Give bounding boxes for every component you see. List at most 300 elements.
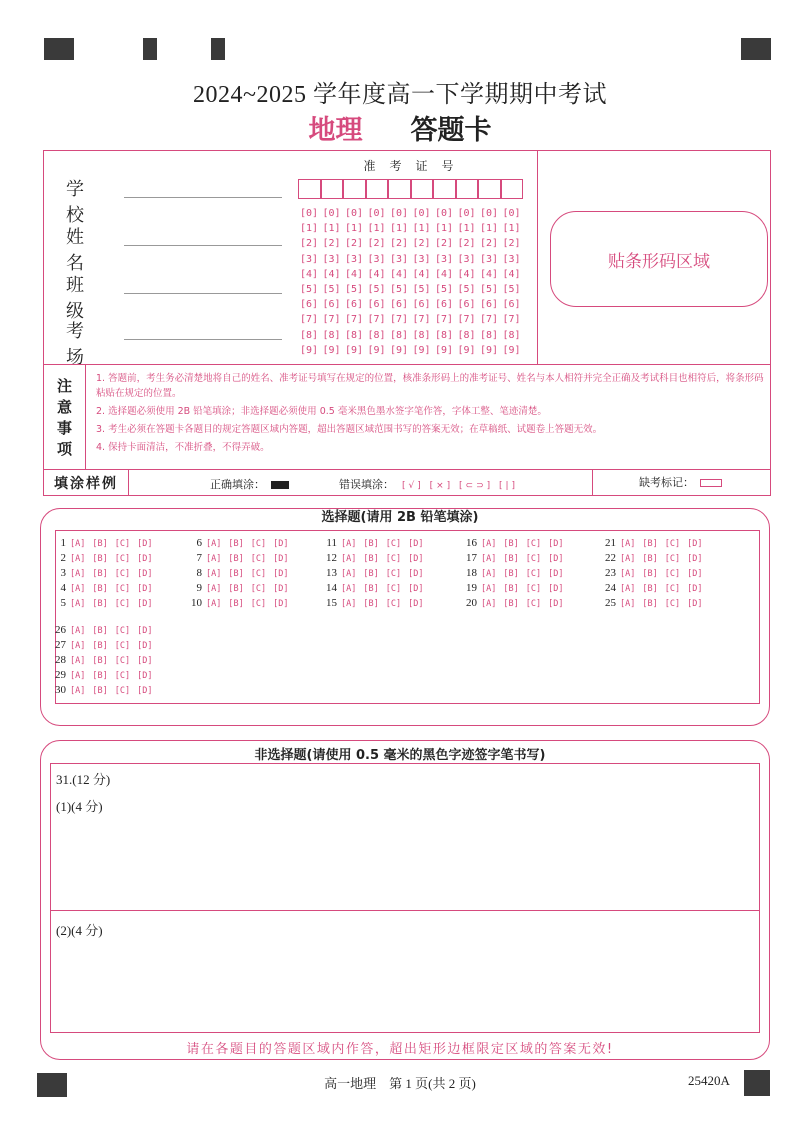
answer-bubble[interactable]: [C]: [385, 569, 402, 579]
answer-bubble[interactable]: [B]: [642, 539, 658, 549]
answer-bubble[interactable]: [A]: [70, 656, 86, 666]
barcode-area: 贴条形码区域: [550, 211, 768, 307]
digit-bubble[interactable]: [8]: [322, 329, 341, 341]
question-31-1-label: (1)(4 分): [56, 799, 103, 814]
digit-bubble[interactable]: [1]: [367, 223, 386, 235]
question-7-row: [180, 552, 295, 564]
digit-bubble[interactable]: [8]: [502, 329, 521, 341]
digit-bubble[interactable]: [4]: [345, 268, 364, 280]
question-17-row: [455, 552, 570, 564]
digit-bubble[interactable]: [8]: [435, 329, 454, 341]
digit-row: [300, 221, 525, 236]
field-room[interactable]: 考 场: [66, 317, 126, 369]
digit-bubble[interactable]: [6]: [502, 299, 521, 311]
digit-bubble[interactable]: [3]: [457, 253, 476, 265]
digit-bubble[interactable]: [6]: [480, 299, 499, 311]
question-number: 12: [326, 552, 337, 564]
answer-bubble[interactable]: [B]: [92, 539, 108, 549]
answer-bubble[interactable]: [C]: [525, 569, 542, 579]
card-subtitle: [0, 108, 800, 147]
digit-bubble[interactable]: [0]: [367, 208, 386, 219]
subject-name: 地理: [308, 115, 363, 146]
digit-bubble[interactable]: [0]: [502, 208, 521, 219]
answer-bubble[interactable]: [A]: [481, 584, 497, 594]
question-number: 2: [60, 552, 66, 564]
answer-bubble[interactable]: [B]: [228, 569, 244, 579]
digit-bubble[interactable]: [5]: [412, 284, 431, 296]
digit-bubble[interactable]: [1]: [502, 223, 521, 235]
digit-bubble[interactable]: [9]: [322, 344, 341, 356]
correct-fill: 正确填涂：: [210, 476, 289, 492]
digit-bubble[interactable]: [7]: [502, 314, 521, 326]
digit-bubble[interactable]: [7]: [367, 314, 386, 326]
digit-row: [300, 236, 525, 251]
digit-bubble[interactable]: [0]: [345, 208, 364, 219]
digit-bubble[interactable]: [7]: [345, 314, 364, 326]
answer-bubble[interactable]: [D]: [273, 554, 289, 564]
digit-row: [300, 252, 525, 267]
digit-bubble[interactable]: [4]: [480, 268, 499, 280]
digit-bubble[interactable]: [2]: [502, 238, 521, 250]
answer-bubble[interactable]: [A]: [481, 539, 497, 549]
answer-bubble[interactable]: [D]: [137, 584, 153, 594]
answer-bubble[interactable]: [A]: [206, 569, 222, 579]
answer-bubble[interactable]: [D]: [137, 554, 153, 564]
answer-bubble[interactable]: [B]: [92, 671, 108, 681]
question-number: 28: [55, 654, 66, 666]
question-number: 1: [60, 537, 66, 549]
digit-bubble[interactable]: [7]: [435, 314, 454, 326]
wrong-fill-marks: [√] [×] [⊂⊃] [|]: [402, 481, 519, 491]
digit-bubble[interactable]: [6]: [435, 299, 454, 311]
info-section: [43, 150, 771, 496]
digit-bubble[interactable]: [1]: [300, 223, 319, 235]
note-item: 3. 考生必须在答题卡各题目的规定答题区域内答题，超出答题区域范围书写的答案无效；在草稿纸、试题卷上答题无效。: [96, 424, 603, 435]
question-number: 14: [326, 582, 337, 594]
answer-bubble[interactable]: [B]: [92, 554, 108, 564]
answer-bubble[interactable]: [A]: [206, 554, 222, 564]
notes-label: 注 意 事 项: [44, 365, 86, 470]
digit-bubble[interactable]: [0]: [390, 208, 409, 219]
exam-number-boxes[interactable]: [298, 179, 523, 199]
note-item: 1. 答题前，考生务必清楚地将自己的姓名、准考证号填写在规定的位置，核准条形码上的准考证号、姓名与本人相符并完全正确及考试科目也相符后，将条形码粘贴在规定的位置。: [96, 373, 764, 399]
answer-bubble[interactable]: [C]: [114, 641, 131, 651]
digit-row: [300, 312, 525, 327]
digit-bubble[interactable]: [2]: [300, 238, 319, 250]
digit-bubble[interactable]: [2]: [412, 238, 431, 250]
answer-bubble[interactable]: [D]: [273, 569, 289, 579]
answer-bubble[interactable]: [B]: [92, 641, 108, 651]
answer-bubble[interactable]: [B]: [92, 584, 108, 594]
digit-bubble[interactable]: [2]: [345, 238, 364, 250]
digit-row: [300, 267, 525, 282]
answer-bubble[interactable]: [A]: [206, 539, 222, 549]
digit-bubble[interactable]: [9]: [435, 344, 454, 356]
question-8-row: [180, 567, 295, 579]
answer-bubble[interactable]: [B]: [503, 584, 519, 594]
answer-bubble[interactable]: [A]: [70, 641, 86, 651]
digit-bubble[interactable]: [7]: [300, 314, 319, 326]
digit-bubble[interactable]: [6]: [412, 299, 431, 311]
digit-bubble[interactable]: [6]: [345, 299, 364, 311]
field-name[interactable]: 姓 名: [66, 223, 126, 275]
digit-bubble[interactable]: [4]: [390, 268, 409, 280]
answer-bubble[interactable]: [A]: [341, 554, 357, 564]
answer-bubble[interactable]: [B]: [92, 569, 108, 579]
digit-bubble[interactable]: [5]: [300, 284, 319, 296]
digit-bubble[interactable]: [0]: [300, 208, 319, 219]
question-number: 23: [605, 567, 616, 579]
digit-bubble[interactable]: [9]: [300, 344, 319, 356]
digit-row: [300, 343, 525, 358]
digit-row: [300, 206, 525, 221]
written-answer-area[interactable]: [50, 763, 760, 1033]
question-number: 4: [60, 582, 66, 594]
absent-mark: 缺考标记：: [592, 470, 770, 495]
digit-bubble[interactable]: [4]: [502, 268, 521, 280]
answer-bubble[interactable]: [A]: [620, 554, 636, 564]
answer-bubble[interactable]: [A]: [620, 569, 636, 579]
answer-bubble[interactable]: [C]: [385, 584, 402, 594]
question-21-row: [594, 537, 709, 549]
answer-bubble[interactable]: [A]: [620, 599, 636, 609]
question-number: 20: [466, 597, 477, 609]
answer-bubble[interactable]: [D]: [548, 554, 564, 564]
answer-bubble[interactable]: [B]: [92, 626, 108, 636]
answer-bubble[interactable]: [C]: [664, 599, 681, 609]
answer-bubble[interactable]: [D]: [687, 554, 703, 564]
answer-bubble[interactable]: [A]: [620, 539, 636, 549]
answer-bubble[interactable]: [A]: [206, 584, 222, 594]
digit-bubble[interactable]: [3]: [412, 253, 431, 265]
question-number: 3: [60, 567, 66, 579]
answer-bubble[interactable]: [B]: [363, 599, 379, 609]
answer-bubble[interactable]: [C]: [114, 686, 131, 696]
digit-bubble[interactable]: [5]: [345, 284, 364, 296]
digit-bubble[interactable]: [8]: [412, 329, 431, 341]
answer-bubble[interactable]: [B]: [228, 599, 244, 609]
student-fields: [44, 151, 294, 368]
question-1-row: [44, 537, 159, 549]
answer-bubble[interactable]: [D]: [408, 554, 424, 564]
digit-bubble[interactable]: [3]: [300, 253, 319, 265]
answer-bubble[interactable]: [C]: [114, 569, 131, 579]
digit-bubble[interactable]: [2]: [390, 238, 409, 250]
digit-bubble[interactable]: [6]: [300, 299, 319, 311]
digit-bubble[interactable]: [0]: [435, 208, 454, 219]
question-number: 19: [466, 582, 477, 594]
question-29-row: [44, 669, 159, 681]
question-number: 30: [55, 684, 66, 696]
answer-bubble[interactable]: [B]: [503, 569, 519, 579]
digit-bubble[interactable]: [7]: [390, 314, 409, 326]
answer-bubble[interactable]: [A]: [70, 539, 86, 549]
digit-bubble[interactable]: [9]: [345, 344, 364, 356]
answer-bubble[interactable]: [C]: [250, 554, 267, 564]
answer-bubble[interactable]: [C]: [385, 539, 402, 549]
answer-bubble[interactable]: [D]: [687, 584, 703, 594]
answer-bubble[interactable]: [B]: [503, 599, 519, 609]
answer-bubble[interactable]: [D]: [137, 569, 153, 579]
answer-bubble[interactable]: [B]: [642, 584, 658, 594]
answer-bubble[interactable]: [D]: [408, 584, 424, 594]
digit-bubble[interactable]: [3]: [435, 253, 454, 265]
digit-bubble[interactable]: [6]: [322, 299, 341, 311]
answer-bubble[interactable]: [B]: [363, 539, 379, 549]
digit-bubble[interactable]: [4]: [322, 268, 341, 280]
answer-bubble[interactable]: [C]: [385, 554, 402, 564]
question-3-row: [44, 567, 159, 579]
answer-bubble[interactable]: [D]: [273, 599, 289, 609]
digit-bubble[interactable]: [4]: [435, 268, 454, 280]
answer-bubble[interactable]: [A]: [341, 584, 357, 594]
digit-bubble[interactable]: [5]: [390, 284, 409, 296]
answer-bubble[interactable]: [B]: [228, 554, 244, 564]
answer-bubble[interactable]: [D]: [687, 539, 703, 549]
digit-row: [300, 328, 525, 343]
digit-bubble[interactable]: [3]: [367, 253, 386, 265]
answer-bubble[interactable]: [A]: [206, 599, 222, 609]
digit-bubble[interactable]: [5]: [502, 284, 521, 296]
question-19-row: [455, 582, 570, 594]
digit-bubble[interactable]: [9]: [457, 344, 476, 356]
written-section-title: 非选择题(请使用 0.5 毫米的黑色字迹签字笔书写): [254, 748, 546, 763]
digit-bubble[interactable]: [8]: [390, 329, 409, 341]
answer-bubble[interactable]: [C]: [114, 671, 131, 681]
digit-bubble[interactable]: [6]: [457, 299, 476, 311]
answer-bubble[interactable]: [A]: [341, 599, 357, 609]
absent-checkbox[interactable]: [700, 479, 722, 487]
digit-bubble[interactable]: [9]: [412, 344, 431, 356]
digit-bubble[interactable]: [2]: [367, 238, 386, 250]
digit-bubble[interactable]: [7]: [480, 314, 499, 326]
digit-bubble[interactable]: [6]: [367, 299, 386, 311]
answer-bubble[interactable]: [D]: [137, 686, 153, 696]
answer-bubble[interactable]: [A]: [341, 539, 357, 549]
answer-bubble[interactable]: [A]: [620, 584, 636, 594]
answer-bubble[interactable]: [D]: [137, 671, 153, 681]
answer-bubble[interactable]: [C]: [664, 539, 681, 549]
question-31-label: 31.(12 分): [56, 772, 111, 787]
barcode-column: [537, 151, 771, 364]
digit-bubble[interactable]: [5]: [435, 284, 454, 296]
answer-bubble[interactable]: [A]: [481, 569, 497, 579]
digit-bubble[interactable]: [3]: [322, 253, 341, 265]
digit-bubble[interactable]: [0]: [480, 208, 499, 219]
digit-row: [300, 282, 525, 297]
answer-bubble[interactable]: [A]: [481, 599, 497, 609]
question-9-row: [180, 582, 295, 594]
answer-bubble[interactable]: [B]: [363, 569, 379, 579]
answer-bubble[interactable]: [A]: [70, 584, 86, 594]
question-number: 13: [326, 567, 337, 579]
digit-bubble[interactable]: [9]: [502, 344, 521, 356]
question-number: 11: [326, 537, 337, 549]
answer-bubble[interactable]: [D]: [273, 584, 289, 594]
digit-bubble[interactable]: [1]: [390, 223, 409, 235]
answer-bubble[interactable]: [D]: [408, 569, 424, 579]
digit-bubble[interactable]: [9]: [390, 344, 409, 356]
digit-bubble[interactable]: [5]: [480, 284, 499, 296]
answer-bubble[interactable]: [D]: [687, 599, 703, 609]
digit-bubble[interactable]: [8]: [480, 329, 499, 341]
digit-bubble[interactable]: [7]: [412, 314, 431, 326]
answer-bubble[interactable]: [C]: [114, 539, 131, 549]
exam-title: 2024~2025 学年度高一下学期期中考试: [193, 82, 607, 108]
digit-bubble[interactable]: [1]: [412, 223, 431, 235]
answer-bubble[interactable]: [D]: [408, 539, 424, 549]
question-13-row: [315, 567, 430, 579]
answer-bubble[interactable]: [C]: [250, 599, 267, 609]
answer-bubble[interactable]: [B]: [642, 569, 658, 579]
answer-bubble[interactable]: [D]: [548, 569, 564, 579]
digit-bubble[interactable]: [6]: [390, 299, 409, 311]
digit-bubble[interactable]: [0]: [322, 208, 341, 219]
digit-bubble[interactable]: [9]: [367, 344, 386, 356]
digit-bubble[interactable]: [2]: [480, 238, 499, 250]
answer-bubble[interactable]: [D]: [137, 656, 153, 666]
digit-bubble[interactable]: [3]: [502, 253, 521, 265]
answer-bubble[interactable]: [D]: [548, 599, 564, 609]
registration-mark: [44, 38, 74, 60]
registration-mark: [143, 38, 157, 60]
answer-bubble[interactable]: [C]: [525, 599, 542, 609]
digit-bubble[interactable]: [3]: [390, 253, 409, 265]
digit-bubble[interactable]: [1]: [322, 223, 341, 235]
answer-bubble[interactable]: [C]: [250, 569, 267, 579]
question-number: 29: [55, 669, 66, 681]
registration-mark: [741, 38, 771, 60]
digit-bubble[interactable]: [4]: [412, 268, 431, 280]
answer-bubble[interactable]: [C]: [114, 599, 131, 609]
registration-mark: [211, 38, 225, 60]
answer-bubble[interactable]: [C]: [250, 584, 267, 594]
digit-bubble[interactable]: [8]: [300, 329, 319, 341]
question-5-row: [44, 597, 159, 609]
digit-bubble[interactable]: [5]: [367, 284, 386, 296]
digit-bubble[interactable]: [1]: [435, 223, 454, 235]
question-18-row: [455, 567, 570, 579]
field-class[interactable]: 班 级: [66, 271, 126, 323]
answer-bubble[interactable]: [D]: [137, 626, 153, 636]
answer-bubble[interactable]: [D]: [687, 569, 703, 579]
answer-bubble[interactable]: [A]: [481, 554, 497, 564]
answer-bubble[interactable]: [C]: [525, 554, 542, 564]
digit-bubble[interactable]: [5]: [322, 284, 341, 296]
answer-bubble[interactable]: [A]: [70, 569, 86, 579]
answer-bubble[interactable]: [B]: [363, 554, 379, 564]
answer-bubble[interactable]: [C]: [525, 539, 542, 549]
answer-bubble[interactable]: [C]: [114, 626, 131, 636]
field-school[interactable]: 学 校: [66, 175, 126, 227]
answer-bubble[interactable]: [B]: [642, 599, 658, 609]
question-16-row: [455, 537, 570, 549]
answer-bubble[interactable]: [A]: [70, 599, 86, 609]
note-item: 4. 保持卡面清洁，不准折叠，不得弄破。: [96, 442, 270, 453]
answer-bubble[interactable]: [D]: [273, 539, 289, 549]
digit-bubble[interactable]: [8]: [457, 329, 476, 341]
answer-bubble[interactable]: [B]: [228, 539, 244, 549]
digit-bubble[interactable]: [1]: [457, 223, 476, 235]
answer-bubble[interactable]: [D]: [137, 539, 153, 549]
answer-bubble[interactable]: [C]: [664, 584, 681, 594]
digit-bubble[interactable]: [3]: [480, 253, 499, 265]
question-number: 6: [196, 537, 202, 549]
answer-bubble[interactable]: [D]: [137, 599, 153, 609]
question-number: 24: [605, 582, 616, 594]
notes-list: [96, 371, 764, 458]
digit-bubble[interactable]: [8]: [345, 329, 364, 341]
fill-sample-row: [44, 469, 770, 495]
answer-bubble[interactable]: [B]: [503, 554, 519, 564]
answer-bubble[interactable]: [C]: [664, 554, 681, 564]
digit-bubble[interactable]: [9]: [480, 344, 499, 356]
answer-bubble[interactable]: [D]: [408, 599, 424, 609]
exam-number-bubbles[interactable]: [300, 206, 525, 358]
question-number: 15: [326, 597, 337, 609]
digit-bubble[interactable]: [7]: [322, 314, 341, 326]
question-26-row: [44, 624, 159, 636]
digit-bubble[interactable]: [4]: [457, 268, 476, 280]
fill-sample-label: 填涂样例: [44, 470, 129, 495]
answer-bubble[interactable]: [B]: [92, 656, 108, 666]
question-28-row: [44, 654, 159, 666]
question-22-row: [594, 552, 709, 564]
digit-bubble[interactable]: [4]: [300, 268, 319, 280]
answer-bubble[interactable]: [B]: [228, 584, 244, 594]
answer-bubble[interactable]: [A]: [70, 686, 86, 696]
digit-bubble[interactable]: [1]: [345, 223, 364, 235]
digit-bubble[interactable]: [5]: [457, 284, 476, 296]
answer-bubble[interactable]: [B]: [503, 539, 519, 549]
question-11-row: [315, 537, 430, 549]
answer-bubble[interactable]: [C]: [250, 539, 267, 549]
answer-bubble[interactable]: [C]: [525, 584, 542, 594]
answer-bubble[interactable]: [C]: [664, 569, 681, 579]
digit-bubble[interactable]: [0]: [412, 208, 431, 219]
question-10-row: [180, 597, 295, 609]
correct-fill-mark: [271, 481, 289, 489]
answer-bubble[interactable]: [D]: [548, 584, 564, 594]
digit-bubble[interactable]: [4]: [367, 268, 386, 280]
answer-bubble[interactable]: [C]: [114, 656, 131, 666]
digit-bubble[interactable]: [2]: [457, 238, 476, 250]
digit-bubble[interactable]: [3]: [345, 253, 364, 265]
question-4-row: [44, 582, 159, 594]
answer-bubble[interactable]: [A]: [70, 671, 86, 681]
answer-bubble[interactable]: [B]: [642, 554, 658, 564]
answer-bubble[interactable]: [D]: [137, 641, 153, 651]
answer-bubble[interactable]: [C]: [114, 554, 131, 564]
answer-bubble[interactable]: [A]: [70, 626, 86, 636]
digit-bubble[interactable]: [1]: [480, 223, 499, 235]
answer-divider: [50, 910, 760, 911]
answer-bubble[interactable]: [B]: [363, 584, 379, 594]
digit-bubble[interactable]: [0]: [457, 208, 476, 219]
digit-bubble[interactable]: [2]: [435, 238, 454, 250]
answer-bubble[interactable]: [A]: [70, 554, 86, 564]
digit-bubble[interactable]: [7]: [457, 314, 476, 326]
answer-bubble[interactable]: [B]: [92, 599, 108, 609]
answer-bubble[interactable]: [C]: [114, 584, 131, 594]
digit-row: [300, 297, 525, 312]
answer-bubble[interactable]: [C]: [385, 599, 402, 609]
answer-bubble[interactable]: [B]: [92, 686, 108, 696]
digit-bubble[interactable]: [2]: [322, 238, 341, 250]
digit-bubble[interactable]: [8]: [367, 329, 386, 341]
answer-bubble[interactable]: [A]: [341, 569, 357, 579]
answer-bubble[interactable]: [D]: [548, 539, 564, 549]
